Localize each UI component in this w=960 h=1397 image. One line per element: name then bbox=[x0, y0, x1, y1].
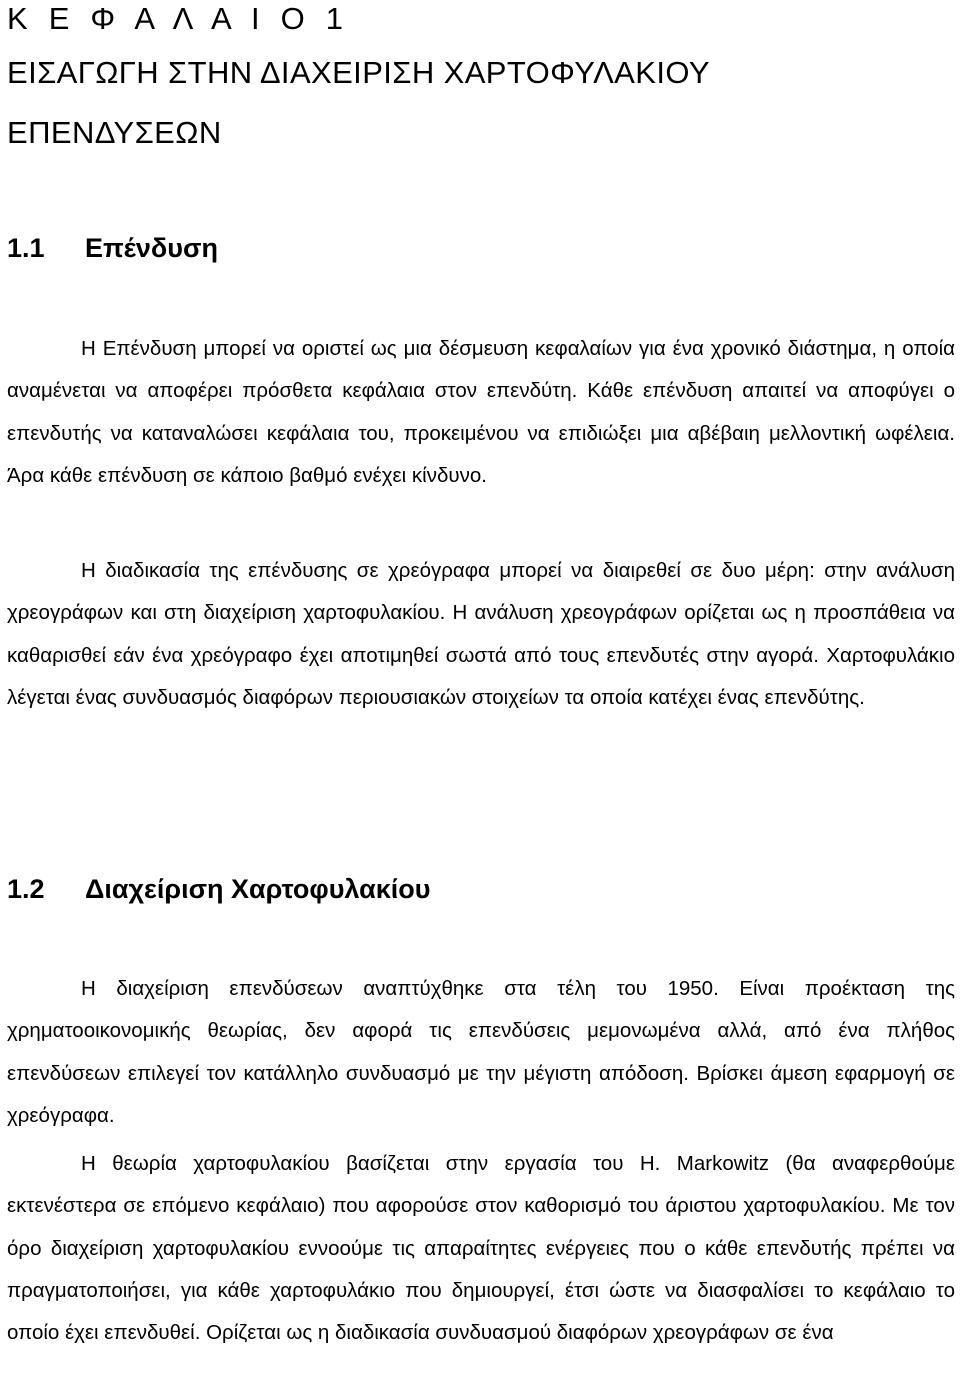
paragraph: Η διαχείριση επενδύσεων αναπτύχθηκε στα τέλη του 1950. Είναι προέκταση της χρηματοοικονομικής θεωρίας, δεν αφορά τις επενδύσεις μεμονωμένα αλλά, από ένα πλήθος επενδύσεων επιλεγεί τον κατάλληλο συνδυασμό με την μέγιστη απόδοση. Βρίσκει άμεση εφαρμογή σε χρεόγραφα. bbox=[7, 977, 955, 1127]
chapter-title-line-2: ΕΠΕΝΔΥΣΕΩΝ bbox=[7, 115, 222, 150]
paragraph: Η διαδικασία της επένδυσης σε χρεόγραφα μπορεί να διαιρεθεί σε δυο μέρη: στην ανάλυση χρεογράφων και στη διαχείριση χαρτοφυλακίου. Η ανάλυση χρεογράφων ορίζεται ως η προσπάθεια να καθαρισθεί εάν ένα χρεόγραφο έχει αποτιμηθεί σωστά από τους επενδυτές στην αγορά. Χαρτοφυλάκιο λέγεται ένας συνδυασμός διαφόρων περιουσιακών στοιχείων τα οποία κατέχει ένας επενδύτης. bbox=[7, 559, 955, 709]
section-number: 1.2 bbox=[7, 874, 45, 904]
section-heading-investment bbox=[7, 233, 218, 263]
chapter-title-line-1: ΕΙΣΑΓΩΓΗ ΣΤΗΝ ΔΙΑΧΕΙΡΙΣΗ ΧΑΡΤΟΦΥΛΑΚΙΟΥ bbox=[7, 55, 710, 90]
section-number: 1.1 bbox=[7, 233, 45, 263]
section-title: Διαχείριση Χαρτοφυλακίου bbox=[85, 874, 431, 904]
paragraph: Η Επένδυση μπορεί να οριστεί ως μια δέσμευση κεφαλαίων για ένα χρονικό διάστημα, η οποία αναμένεται να αποφέρει πρόσθετα κεφάλαια στον επενδύτη. Κάθε επένδυση απαιτεί να αποφύγει ο επενδυτής να καταναλώσει κεφάλαια του, προκειμένου να επιδιώξει μια αβέβαιη μελλοντική ωφέλεια. Άρα κάθε επένδυση σε κάποιο βαθμό ενέχει κίνδυνο. bbox=[7, 337, 955, 487]
section-title: Επένδυση bbox=[85, 233, 218, 263]
section-heading-portfolio-management bbox=[7, 874, 430, 904]
paragraph: Η θεωρία χαρτοφυλακίου βασίζεται στην εργασία του Η. Markowitz (θα αναφερθούμε εκτενέστερα σε επόμενο κεφάλαιο) που αφορούσε στον καθορισμό του άριστου χαρτοφυλακίου. Με τον όρο διαχείριση χαρτοφυλακίου εννοούμε τις απαραίτητες ενέργειες που ο κάθε επενδυτής πρέπει να πραγματοποιήσει, για κάθε χαρτοφυλάκιο που δημιουργεί, έτσι ώστε να διασφαλίσει το κεφάλαιο το οποίο έχει επενδυθεί. Ορίζεται ως η διαδικασία συνδυασμού διαφόρων χρεογράφων σε ένα bbox=[7, 1152, 955, 1345]
chapter-label: Κ Ε Φ Α Λ Α Ι Ο 1 bbox=[7, 1, 350, 36]
